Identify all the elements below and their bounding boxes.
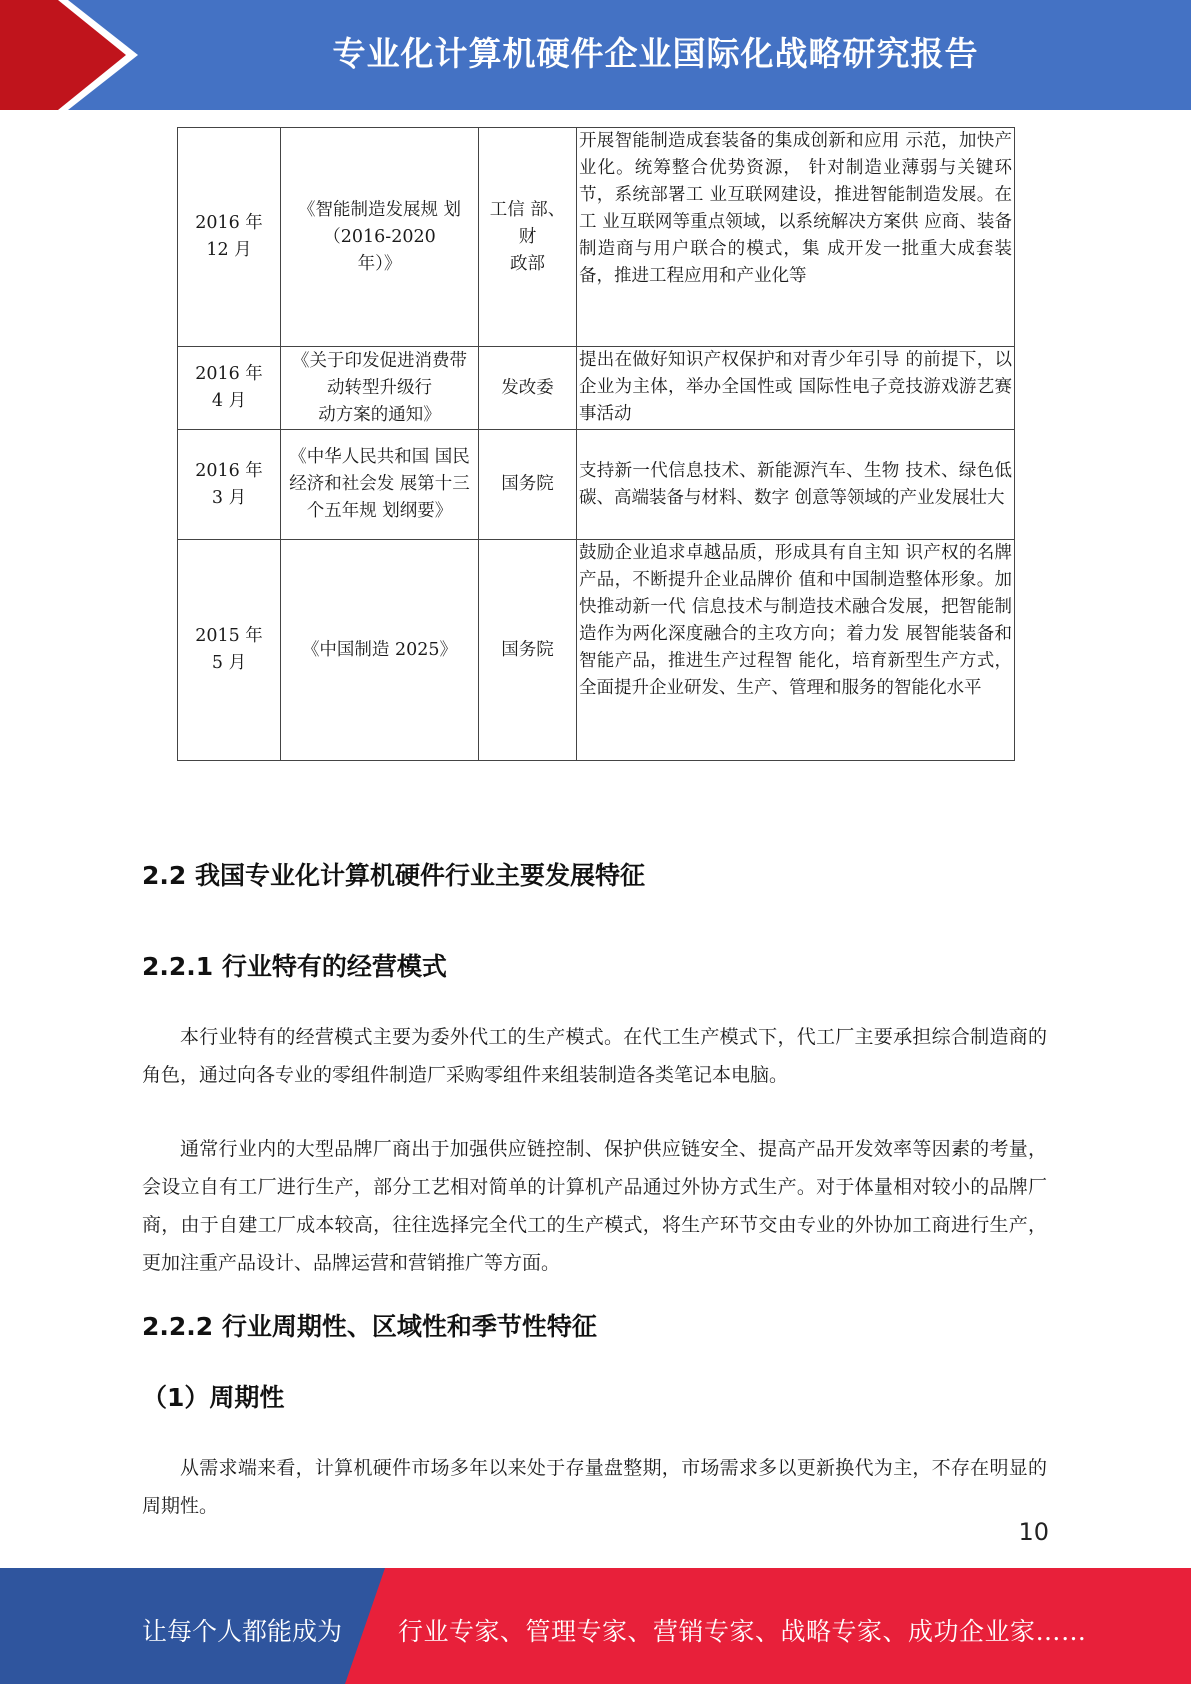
body-paragraph: 本行业特有的经营模式主要为委外代工的生产模式。在代工生产模式下，代工厂主要承担综合制造商的角色，通过向各专业的零组件制造厂采购零组件来组装制造各类笔记本电脑。 (142, 1026, 1047, 1086)
content-cell: 支持新一代信息技术、新能源汽车、生物 技术、绿色低碳、高端装备与材料、数字 创意等领域的产业发展壮大 (577, 430, 1015, 540)
body-paragraph: 从需求端来看，计算机硬件市场多年以来处于存量盘整期，市场需求多以更新换代为主，不存在明显的周期性。 (142, 1457, 1047, 1517)
footer-band (0, 1568, 1191, 1684)
header-band (0, 0, 1191, 110)
table-row (178, 128, 1015, 347)
date-cell: 2016 年 3 月 (178, 430, 281, 540)
content-cell: 开展智能制造成套装备的集成创新和应用 示范，加快产业化。统筹整合优势资源， 针对制造业薄弱与关键环节，系统部署工 业互联网建设，推进智能制造发展。在工 业互联网等重点领域，以系统解决方案供 应商、装备制造商与用户联合的模式，集 成开发一批重大成套装备，推进工程应用和产业化等 (577, 128, 1015, 347)
page-number: 10 (1018, 1518, 1049, 1546)
footer-slogan-right: 行业专家、管理专家、营销专家、战略专家、成功企业家…… (398, 1617, 1087, 1646)
section-heading-2-2-2: 2.2.2 行业周期性、区域性和季节性特征 (142, 1312, 597, 1341)
sub-heading-cyclicality: （1）周期性 (142, 1383, 285, 1412)
content-cell: 鼓励企业追求卓越品质，形成具有自主知 识产权的名牌产品，不断提升企业品牌价 值和中国制造整体形象。加快推动新一代 信息技术与制造技术融合发展，把智能制 造作为两化深度融合的主攻方向；着力发 展智能装备和智能产品，推进生产过程智 能化，培育新型生产方式，全面提升企业研发、生产、管理和服务的智能化水平 (577, 540, 1015, 761)
policy-table (177, 127, 1015, 761)
table-row (178, 540, 1015, 761)
date-cell: 2016 年 12 月 (178, 128, 281, 347)
date-cell: 2016 年 4 月 (178, 347, 281, 430)
content-cell: 提出在做好知识产权保护和对青少年引导 的前提下，以企业为主体，举办全国性或 国际性电子竞技游戏游艺赛事活动 (577, 347, 1015, 430)
document-cell: 《中华人民共和国 国民经济和社会发 展第十三个五年规 划纲要》 (281, 430, 479, 540)
header-arrow-icon (0, 0, 160, 110)
department-cell: 工信 部、财 政部 (479, 128, 577, 347)
date-cell: 2015 年 5 月 (178, 540, 281, 761)
table-row (178, 347, 1015, 430)
document-cell: 《中国制造 2025》 (281, 540, 479, 761)
body-paragraph: 通常行业内的大型品牌厂商出于加强供应链控制、保护供应链安全、提高产品开发效率等因素的考量，会设立自有工厂进行生产，部分工艺相对简单的计算机产品通过外协方式生产。对于体量相对较小的品牌厂商，由于自建工厂成本较高，往往选择完全代工的生产模式，将生产环节交由专业的外协加工商进行生产，更加注重产品设计、品牌运营和营销推广等方面。 (142, 1138, 1047, 1274)
section-heading-2-2: 2.2 我国专业化计算机硬件行业主要发展特征 (142, 861, 645, 890)
table-row (178, 430, 1015, 540)
report-title: 专业化计算机硬件企业国际化战略研究报告 (332, 34, 979, 73)
department-cell: 发改委 (479, 347, 577, 430)
footer-slogan-left: 让每个人都能成为 (142, 1617, 343, 1646)
section-heading-2-2-1: 2.2.1 行业特有的经营模式 (142, 952, 447, 981)
department-cell: 国务院 (479, 430, 577, 540)
document-cell: 《智能制造发展规 划（2016-2020 年）》 (281, 128, 479, 347)
department-cell: 国务院 (479, 540, 577, 761)
document-cell: 《关于印发促进消费带动转型升级行 动方案的通知》 (281, 347, 479, 430)
